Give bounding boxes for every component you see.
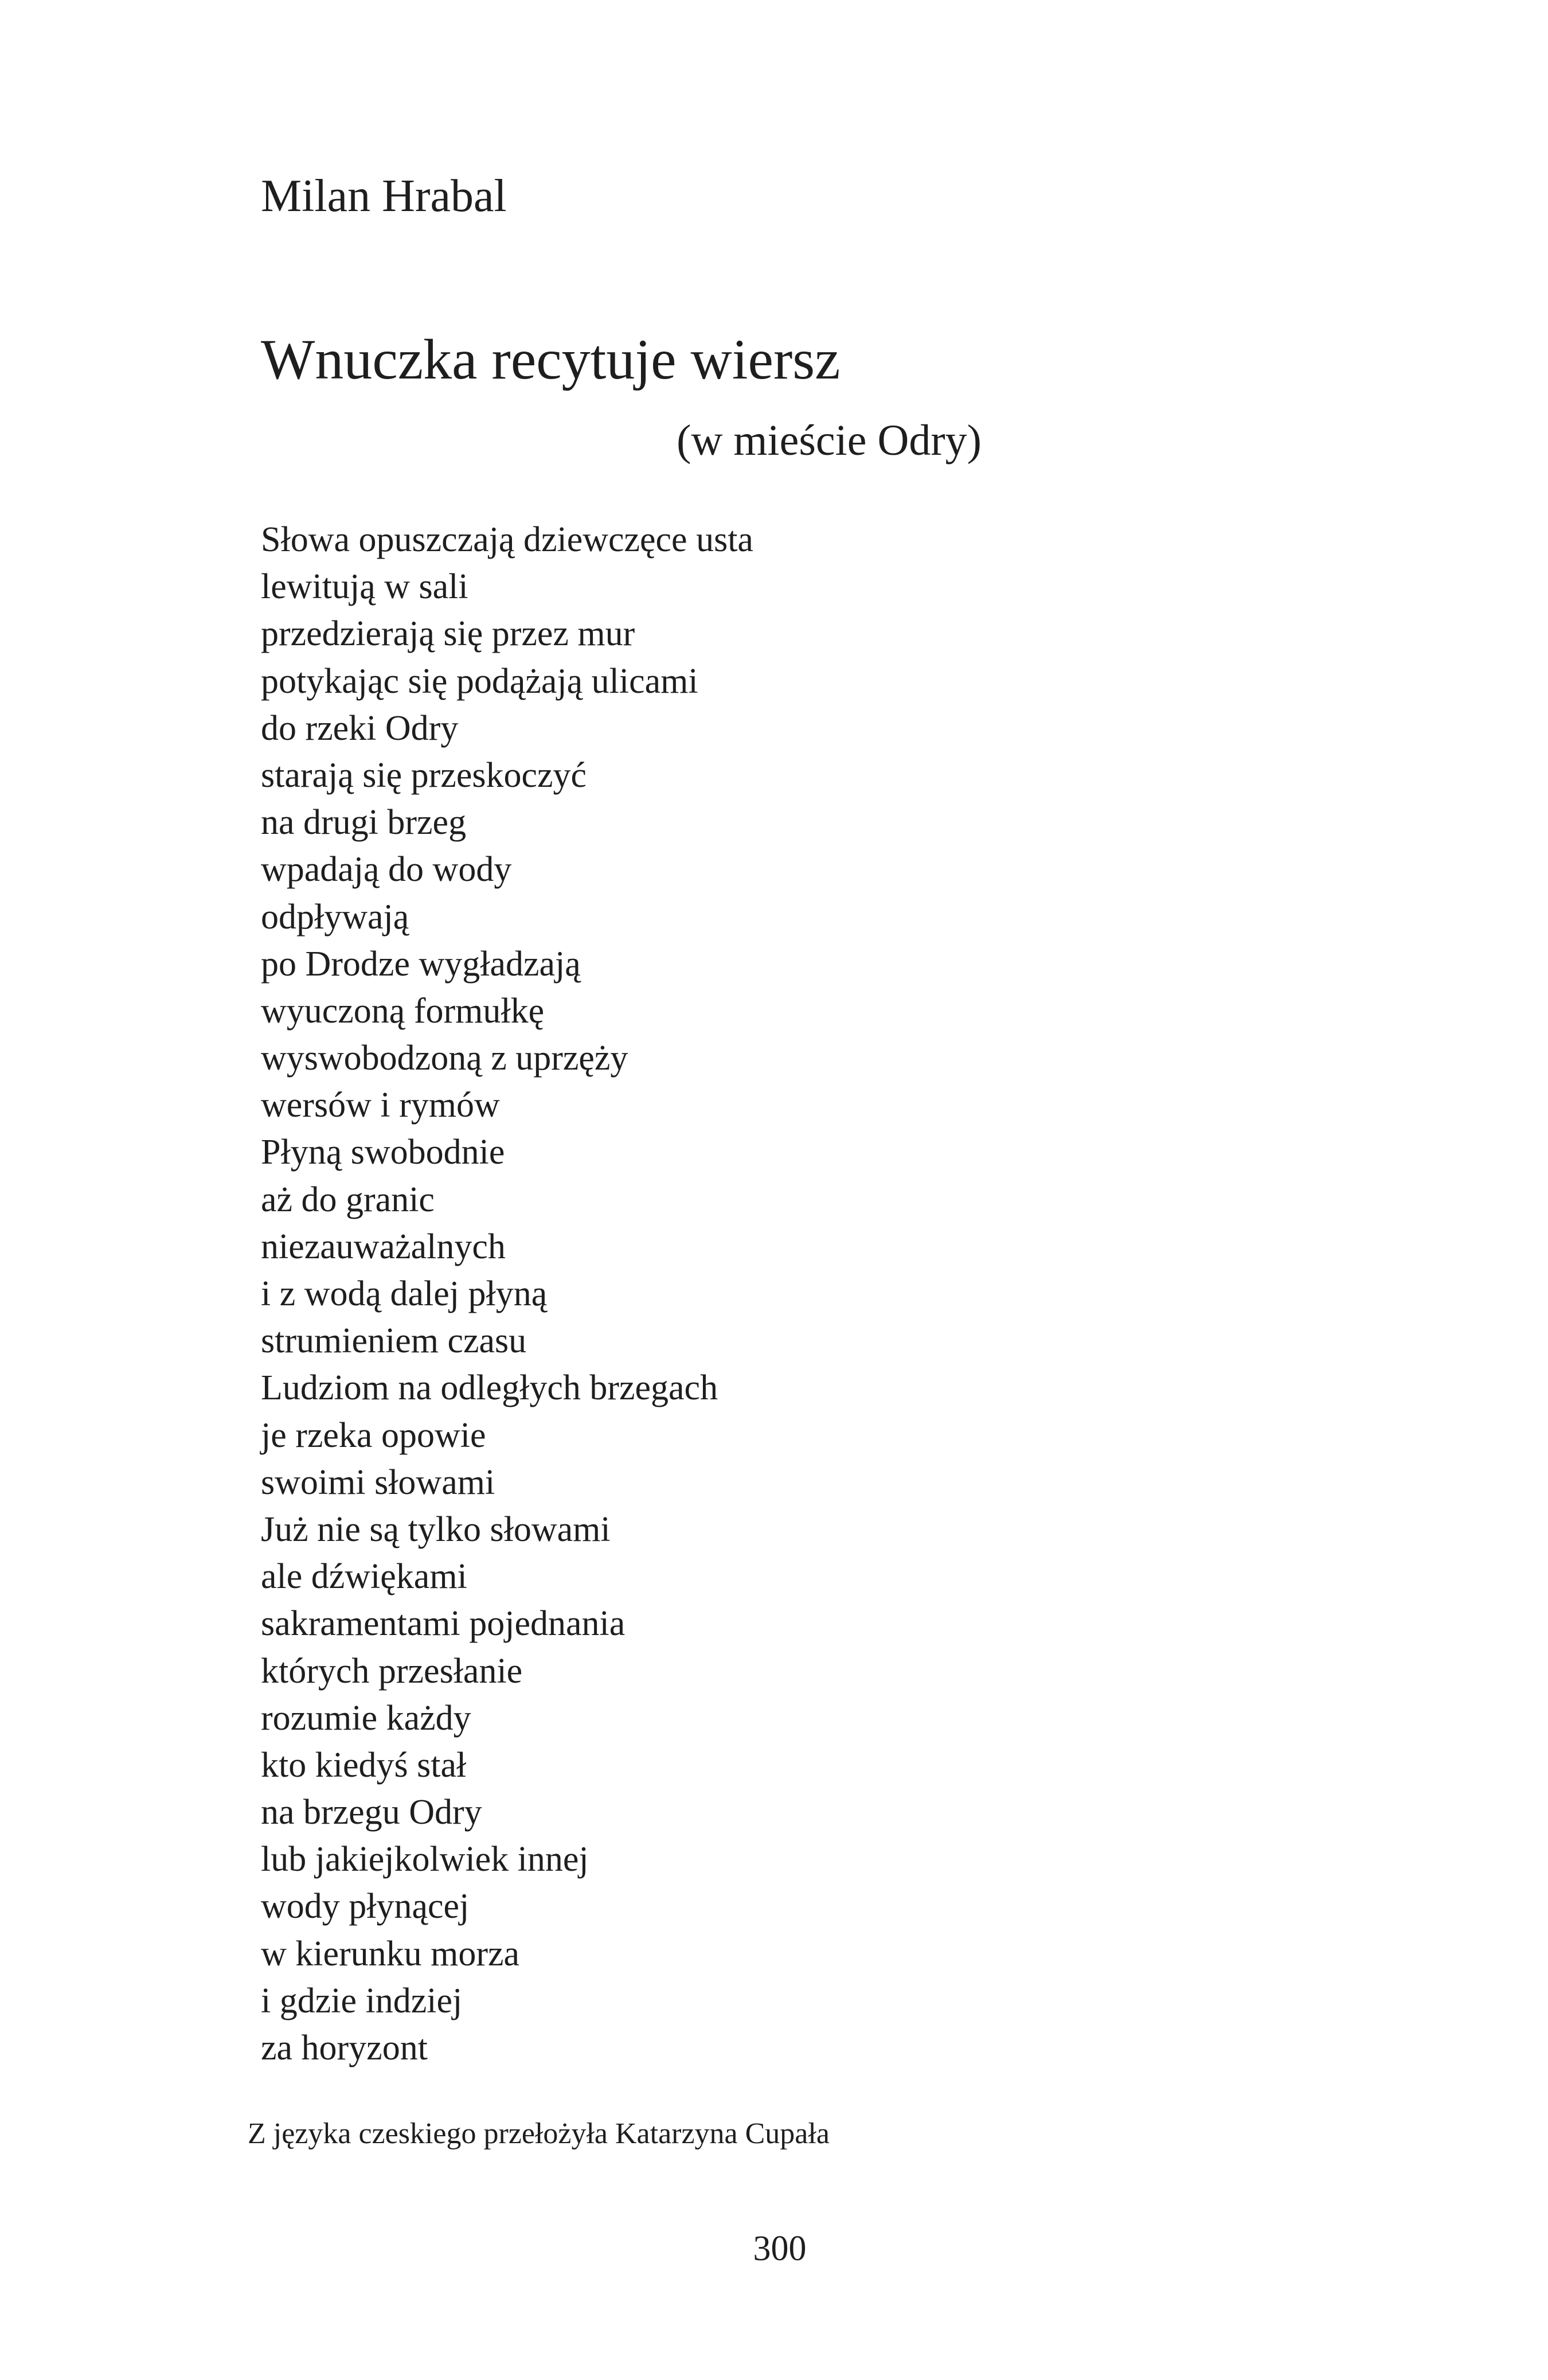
poem-body [261, 516, 753, 2071]
poem-line: Płyną swobodnie [261, 1133, 505, 1172]
poem-line: wody płynącej [261, 1887, 470, 1926]
poem-line: sakramentami pojednania [261, 1604, 626, 1644]
poem-line: strumieniem czasu [261, 1321, 527, 1361]
poem-line: i z wodą dalej płyną [261, 1274, 548, 1313]
poem-line: na drugi brzeg [261, 803, 467, 842]
poem-line: wyswobodzoną z uprzęży [261, 1039, 628, 1078]
poem-line: i gdzie indziej [261, 1981, 463, 2020]
poem-line: starają się przeskoczyć [261, 755, 587, 795]
poem-line: lewitują w sali [261, 567, 468, 607]
poem-line: niezauważalnych [261, 1227, 506, 1266]
poem-line: których przesłanie [261, 1651, 523, 1691]
poem-line: je rzeka opowie [261, 1415, 486, 1455]
poem-line: przedzierają się przez mur [261, 614, 635, 654]
poem-line: Już nie są tylko słowami [261, 1509, 611, 1549]
author-name: Milan Hrabal [261, 171, 507, 221]
poem-line: Ludziom na odległych brzegach [261, 1368, 718, 1408]
poem-line: w kierunku morza [261, 1934, 520, 1973]
poem-line: do rzeki Odry [261, 708, 459, 748]
poem-line: wpadają do wody [261, 850, 512, 889]
page-number: 300 [753, 2229, 807, 2268]
poem-line: Słowa opuszczają dziewczęce usta [261, 520, 753, 559]
poem-line: swoimi słowami [261, 1462, 495, 1502]
poem-line: wyuczoną formułkę [261, 991, 545, 1031]
poem-line: aż do granic [261, 1180, 435, 1219]
poem-title: Wnuczka recytuje wiersz [261, 327, 841, 391]
poem-subtitle: (w mieście Odry) [677, 416, 982, 465]
translator-note: Z języka czeskiego przełożyła Katarzyna Cupała [248, 2117, 830, 2150]
poem-line: ale dźwiękami [261, 1557, 467, 1597]
poem-line: po Drodze wygładzają [261, 944, 581, 984]
poem-line: lub jakiejkolwiek innej [261, 1840, 589, 1879]
poem-line: odpływają [261, 897, 409, 937]
poem-line: potykając się podążają ulicami [261, 661, 698, 701]
poem-line: rozumie każdy [261, 1698, 471, 1738]
poem-line: kto kiedyś stał [261, 1745, 467, 1785]
poem-line: wersów i rymów [261, 1086, 500, 1125]
poem-line: na brzegu Odry [261, 1793, 482, 1832]
poem-line: za horyzont [261, 2028, 428, 2067]
